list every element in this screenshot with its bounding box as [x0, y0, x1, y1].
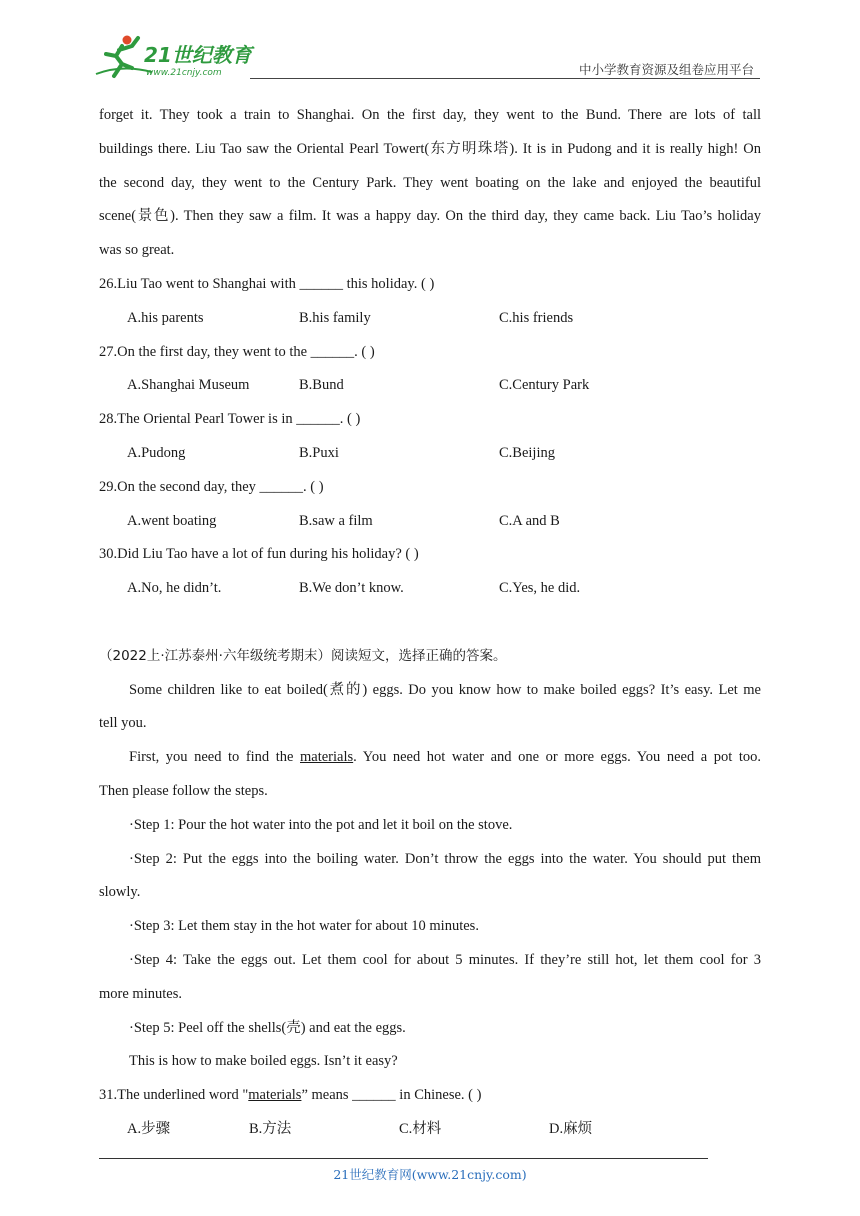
page-content: [99, 99, 761, 1147]
passage-line: buildings there. Liu Tao saw the Oriental Pearl Towert(东方明珠塔). It is in Pudong and it is really high! On: [99, 140, 761, 157]
passage-line: the second day, they went to the Century Park. They went boating on the lake and enjoyed the beautiful: [99, 174, 761, 191]
footer-divider: [99, 1158, 708, 1159]
passage-line: was so great.: [99, 242, 175, 259]
option-a[interactable]: A.步骤: [127, 1120, 171, 1137]
passage-closing: This is how to make boiled eggs. Isn’t it easy?: [129, 1053, 398, 1070]
text-segment: 31.The underlined word ": [99, 1087, 249, 1104]
section-spacer: [99, 606, 761, 640]
question-text: 26.Liu Tao went to Shanghai with ______ this holiday. ( ): [99, 275, 435, 292]
passage-2: [99, 640, 761, 1079]
option-a[interactable]: A.Pudong: [127, 444, 186, 461]
question-options: [99, 369, 761, 403]
step-3: ·Step 3: Let them stay in the hot water for about 10 minutes.: [129, 918, 479, 935]
question-text: 29.On the second day, they ______. ( ): [99, 478, 324, 495]
option-b[interactable]: B.saw a film: [299, 512, 373, 529]
step-1: ·Step 1: Pour the hot water into the pot and let it boil on the stove.: [129, 816, 513, 833]
underlined-word: materials: [300, 749, 354, 766]
text-segment: ” means ______ in Chinese. ( ): [301, 1087, 482, 1104]
passage-line: more minutes.: [99, 985, 182, 1002]
section-source: （2022上·江苏泰州·六年级统考期末）阅读短文，选择正确的答案。: [99, 647, 507, 664]
question-options: [99, 437, 761, 471]
option-b[interactable]: B.Bund: [299, 377, 344, 394]
option-c[interactable]: C.材料: [399, 1120, 442, 1137]
question-options: [99, 572, 761, 606]
question-29: [99, 471, 761, 539]
platform-label: 中小学教育资源及组卷应用平台: [578, 62, 754, 77]
passage-line: [99, 741, 761, 775]
question-30: [99, 538, 761, 606]
option-b[interactable]: B.his family: [299, 309, 371, 326]
question-options: [99, 505, 761, 539]
passage-line: slowly.: [99, 884, 141, 901]
logo-url-text: www.21cnjy.com: [146, 68, 222, 78]
logo-text: 21世纪教育: [144, 43, 252, 67]
option-a[interactable]: A.went boating: [127, 512, 217, 529]
passage-line: Then please follow the steps.: [99, 782, 268, 799]
option-b[interactable]: B.We don’t know.: [299, 580, 404, 597]
step-2: ·Step 2: Put the eggs into the boiling water. Don’t throw the eggs into the water. You should put them: [129, 850, 761, 867]
underlined-word: materials: [248, 1087, 302, 1104]
passage-line: forget it. They took a train to Shanghai. On the first day, they went to the Bund. There are lots of tall: [99, 107, 761, 123]
option-a[interactable]: A.Shanghai Museum: [127, 377, 250, 394]
footer-link[interactable]: 21世纪教育网(www.21cnjy.com): [333, 1167, 527, 1182]
question-text: 28.The Oriental Pearl Tower is in ______. ( ): [99, 411, 361, 428]
option-c[interactable]: C.Yes, he did.: [499, 580, 581, 597]
option-c[interactable]: C.his friends: [499, 309, 574, 326]
option-c[interactable]: C.Century Park: [499, 377, 590, 394]
question-text: 30.Did Liu Tao have a lot of fun during his holiday? ( ): [99, 546, 419, 563]
option-b[interactable]: B.方法: [249, 1120, 292, 1137]
passage-line: scene(景色). Then they saw a film. It was a happy day. On the third day, they came back. Liu Tao’s holiday: [99, 208, 761, 225]
text-segment: . You need hot water and one or more eggs. You need a pot too.: [353, 749, 761, 766]
passage-1: [99, 99, 761, 268]
header-divider: [250, 78, 760, 79]
step-5: ·Step 5: Peel off the shells(壳) and eat the eggs.: [129, 1019, 406, 1036]
question-27: [99, 336, 761, 404]
option-c[interactable]: C.A and B: [499, 512, 560, 529]
question-28: [99, 403, 761, 471]
option-b[interactable]: B.Puxi: [299, 444, 339, 461]
site-logo: [92, 34, 262, 80]
question-text: [99, 1079, 761, 1113]
question-26: [99, 268, 761, 336]
question-31: [99, 1079, 761, 1147]
step-4: ·Step 4: Take the eggs out. Let them cool for about 5 minutes. If they’re still hot, let them cool for 3: [129, 951, 761, 968]
question-text: 27.On the first day, they went to the ______. ( ): [99, 343, 375, 360]
passage-line: tell you.: [99, 715, 147, 732]
option-a[interactable]: A.No, he didn’t.: [127, 580, 222, 597]
question-options: [99, 302, 761, 336]
question-options: [99, 1113, 761, 1147]
option-c[interactable]: C.Beijing: [499, 444, 555, 461]
text-segment: First, you need to find the: [129, 749, 300, 766]
option-d[interactable]: D.麻烦: [549, 1120, 593, 1137]
passage-line: Some children like to eat boiled(煮的) eggs. Do you know how to make boiled eggs? It’s easy. Let me: [129, 681, 761, 698]
option-a[interactable]: A.his parents: [127, 309, 204, 326]
